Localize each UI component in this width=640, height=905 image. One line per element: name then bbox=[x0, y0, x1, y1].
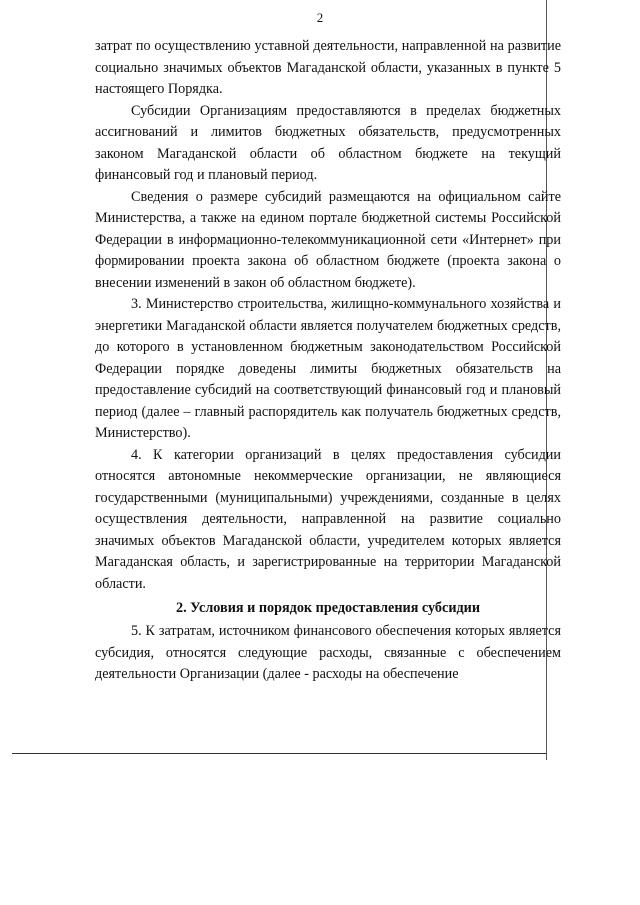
paragraph-subsidies-info: Сведения о размере субсидий размещаются на официальном сайте Министерства, а также на едином портале бюджетной системы Российской Федерации в информационно-телекоммуникационной сети «Интернет» при формировании проекта закона об областном бюджете (проекта закона о внесении изменений в закон об областном бюджете). bbox=[95, 188, 561, 291]
paragraph-continuation: затрат по осуществлению уставной деятельности, направленной на развитие социально значимых объектов Магаданской области, указанных в пункте 5 настоящего Порядка. bbox=[95, 38, 561, 97]
bottom-scan-line bbox=[12, 753, 546, 754]
section-heading: 2. Условия и порядок предоставления субсидии bbox=[175, 600, 481, 616]
page-number: 2 bbox=[316, 10, 324, 25]
paragraph-subsidies-limits: Субсидии Организациям предоставляются в пределах бюджетных ассигнований и лимитов бюджетных обязательств, предусмотренных законом Магаданской области об областном бюджете на текущий финансовый год и плановый период. bbox=[95, 102, 561, 183]
paragraph-item-4: 4. К категории организаций в целях предоставления субсидии относятся автономные некоммерческие организации, не являющиеся государственными (муниципальными) учреждениями, созданные в целях осуществления деятельности, направленной на развитие социально значимых объектов Магаданской области, учредителем которых является Магаданская область, и зарегистрированные на территории Магаданской области. bbox=[95, 446, 561, 592]
paragraph-item-5: 5. К затратам, источником финансового обеспечения которых является субсидия, относятся следующие расходы, связанные с обеспечением деятельности Организации (далее - расходы на обеспечение bbox=[95, 623, 561, 682]
document-body bbox=[95, 36, 561, 686]
paragraph-item-3: 3. Министерство строительства, жилищно-коммунального хозяйства и энергетики Магаданской области является получателем бюджетных средств, до которого в установленном бюджетным законодательством Российской Федерации порядке доведены лимиты бюджетных обязательств на предоставление субсидий на соответствующий финансовый год и плановый период (далее – главный распорядитель как получатель бюджетных средств, Министерство). bbox=[95, 296, 561, 441]
